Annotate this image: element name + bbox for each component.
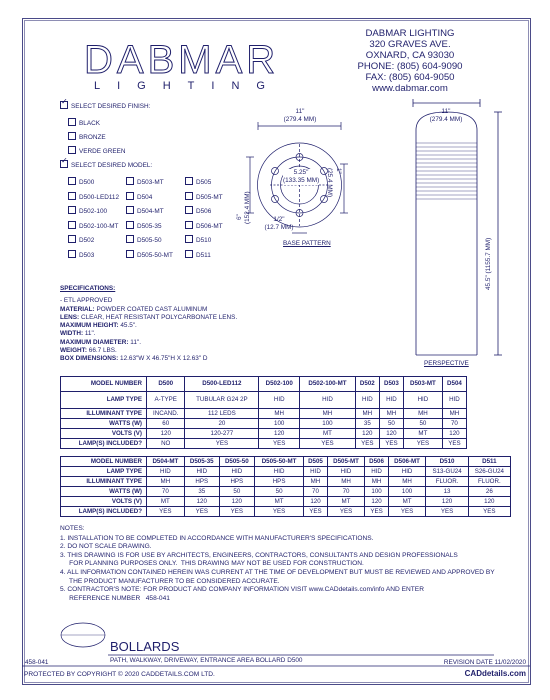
table-cell: HID — [388, 467, 426, 477]
note-line: 4. ALL INFORMATION CONTAINED HEREIN WAS CURRENT AT THE TIME OF DEVELOPMENT BUT MUST BE REVIEWED AND APPROVED BY — [60, 568, 495, 576]
table-cell: MT — [403, 429, 442, 439]
table-cell: FLUOR. — [468, 477, 510, 487]
model-option[interactable]: D502 — [68, 234, 119, 249]
model-column-3 — [185, 176, 223, 264]
table-row — [61, 477, 511, 487]
table-cell: 70 — [304, 487, 327, 497]
checkbox-icon[interactable] — [68, 206, 76, 214]
table-cell: MT — [388, 497, 426, 507]
table-cell: 120 — [147, 429, 185, 439]
checkbox-icon[interactable] — [68, 132, 76, 140]
finish-option-bronze[interactable]: BRONZE — [68, 132, 106, 142]
model-option[interactable]: D505-50-MT — [126, 249, 173, 264]
table-cell: ILLUMINANT TYPE — [61, 477, 147, 487]
finish-heading: ✓ SELECT DESIRED FINISH: — [61, 97, 151, 110]
table-cell: 20 — [185, 419, 259, 429]
model-option[interactable]: D505-35 — [126, 220, 173, 235]
company-name: DABMAR LIGHTING — [365, 28, 455, 39]
perspective-caption: PERSPECTIVE — [424, 360, 469, 367]
table-row — [61, 439, 467, 449]
checkbox-icon[interactable] — [185, 177, 193, 185]
table-cell: MH — [355, 409, 379, 419]
table-cell: MT — [147, 497, 185, 507]
table-cell: D505-MT — [327, 457, 365, 467]
table-cell: MODEL NUMBER — [61, 457, 147, 467]
table-header-row — [61, 457, 511, 467]
table-cell: D511 — [468, 457, 510, 467]
model-option[interactable]: D506-MT — [185, 220, 223, 235]
model-option[interactable]: D505 — [185, 176, 223, 191]
table-cell: 70 — [442, 419, 466, 429]
base-side-label: 1" — [335, 168, 342, 174]
revision-date: REVISION DATE 11/02/2020 — [443, 659, 526, 666]
table-row — [61, 429, 467, 439]
table-cell: HID — [442, 392, 466, 409]
model-option[interactable]: D502-100 — [68, 205, 119, 220]
table-cell: 120 — [442, 429, 466, 439]
table-cell: HID — [254, 467, 303, 477]
table-cell: D500-LED112 — [185, 377, 259, 392]
checkbox-icon[interactable] — [68, 146, 76, 154]
note-line: 5. CONTRACTOR'S NOTE: FOR PRODUCT AND COMPANY INFORMATION VISIT www.CADdetails.com/info AND ENTER — [60, 586, 424, 594]
checkbox-icon[interactable] — [185, 192, 193, 200]
model-option[interactable]: D503 — [68, 249, 119, 264]
checkbox-icon[interactable] — [185, 250, 193, 258]
model-option[interactable]: D500-LED112 — [68, 191, 119, 206]
table-cell: LAMP(S) INCLUDED? — [61, 439, 147, 449]
table-cell: D503 — [379, 377, 403, 392]
table-cell: YES — [403, 439, 442, 449]
table-cell: HPS — [254, 477, 303, 487]
spec-line: WIDTH: 11". — [60, 330, 96, 338]
table-cell: D505-50 — [219, 457, 254, 467]
checkbox-icon[interactable] — [126, 235, 134, 243]
table-cell: D505-50-MT — [254, 457, 303, 467]
table-cell: HID — [184, 467, 219, 477]
table-cell: YES — [300, 439, 356, 449]
model-option[interactable]: D503-MT — [126, 176, 173, 191]
table-cell: 100 — [300, 419, 356, 429]
table-cell: LAMP TYPE — [61, 392, 147, 409]
table-cell: HID — [219, 467, 254, 477]
table-cell: YES — [147, 507, 185, 517]
table-cell: 60 — [147, 419, 185, 429]
base-pattern-caption: BASE PATTERN — [283, 240, 331, 247]
table-cell: 50 — [403, 419, 442, 429]
spec-line: - ETL APPROVED — [60, 297, 113, 305]
table-cell: ILLUMINANT TYPE — [61, 409, 147, 419]
base-height-label: 6" — [236, 214, 243, 220]
table-cell: 50 — [379, 419, 403, 429]
table-cell: HID — [379, 392, 403, 409]
copyright-text: PROTECTED BY COPYRIGHT © 2020 CADDETAILS.COM LTD. — [24, 671, 215, 678]
logo-subtext: LIGHTING — [94, 80, 282, 92]
table-cell: MH — [365, 477, 388, 487]
table-cell: VOLTS (V) — [61, 429, 147, 439]
specifications — [60, 285, 237, 364]
base-side-mm-label: (25.4 MM) — [326, 168, 333, 198]
table-cell: D505 — [304, 457, 327, 467]
table-cell: S26-GU24 — [468, 467, 510, 477]
table-cell: D504 — [442, 377, 466, 392]
table-row — [61, 419, 467, 429]
table-cell: 120 — [219, 497, 254, 507]
table-cell: MT — [254, 497, 303, 507]
company-fax: FAX: (805) 604-9050 — [365, 72, 455, 83]
table-cell: MH — [403, 409, 442, 419]
base-width-label: 11" (279.4 MM) — [283, 108, 317, 123]
table-cell: 100 — [388, 487, 426, 497]
model-option[interactable]: D506 — [185, 205, 223, 220]
table-cell: 120 — [426, 497, 468, 507]
spec-table-1 — [60, 376, 467, 449]
table-cell: 100 — [259, 419, 300, 429]
note-line: 2. DO NOT SCALE DRAWING. — [60, 543, 152, 551]
table-cell: 50 — [219, 487, 254, 497]
table-cell: YES — [426, 507, 468, 517]
table-cell: HPS — [184, 477, 219, 487]
table-cell: VOLTS (V) — [61, 497, 147, 507]
table-cell: D500 — [147, 377, 185, 392]
model-column-2 — [126, 176, 173, 264]
spec-line: LENS: CLEAR, HEAT RESISTANT POLYCARBONATE LENS. — [60, 313, 238, 321]
spec-line: MATERIAL: POWDER COATED CAST ALUMINUM — [60, 305, 208, 313]
table-cell: MH — [304, 477, 327, 487]
table-cell: 70 — [147, 487, 185, 497]
caddetails-link[interactable]: CADdetails.com — [464, 669, 526, 678]
table-cell: 70 — [327, 487, 365, 497]
table-cell: YES — [304, 507, 327, 517]
checkbox-icon[interactable] — [185, 221, 193, 229]
table-cell: INCAND. — [147, 409, 185, 419]
table-cell: MH — [259, 409, 300, 419]
company-address2: OXNARD, CA 93030 — [365, 50, 455, 61]
drawing-title: BOLLARDS — [110, 639, 180, 654]
note-line: THE PRODUCT MANUFACTURER TO BE CONSIDERED ACCURATE. — [60, 577, 280, 585]
checkbox-icon[interactable] — [126, 250, 134, 258]
table-row — [61, 507, 511, 517]
table-cell: D504-MT — [147, 457, 185, 467]
table-cell: YES — [185, 439, 259, 449]
note-line: FOR PLANNING PURPOSES ONLY. THIS DRAWING MAY NOT BE USED FOR CONSTRUCTION. — [60, 560, 364, 568]
table-cell: 112 LEDS — [185, 409, 259, 419]
table-cell: YES — [355, 439, 379, 449]
table-cell: MH — [327, 477, 365, 487]
drawing-reference: 458-041 — [25, 659, 49, 666]
table-row — [61, 409, 467, 419]
table-cell: 120 — [184, 497, 219, 507]
model-option[interactable]: D502-100-MT — [68, 220, 119, 235]
model-option[interactable]: D504-MT — [126, 205, 173, 220]
table-cell: YES — [327, 507, 365, 517]
model-heading: ✓ SELECT DESIRED MODEL: — [61, 156, 153, 169]
table-cell: MT — [300, 429, 356, 439]
table-cell: 120 — [304, 497, 327, 507]
table-cell: 13 — [426, 487, 468, 497]
spec-line: MAXIMUM HEIGHT: 45.5". — [60, 322, 137, 330]
checkbox-icon[interactable] — [68, 235, 76, 243]
table-cell: S13-GU24 — [426, 467, 468, 477]
checkbox-icon[interactable] — [126, 221, 134, 229]
table-cell: TUBULAR G24 2P — [185, 392, 259, 409]
table-cell: D503-MT — [403, 377, 442, 392]
table-cell: D502 — [355, 377, 379, 392]
table-row — [61, 467, 511, 477]
model-option[interactable]: D505-MT — [185, 191, 223, 206]
table-cell: YES — [379, 439, 403, 449]
table-cell: YES — [468, 507, 510, 517]
model-option[interactable]: D510 — [185, 234, 223, 249]
company-info — [330, 28, 490, 94]
table-cell: HPS — [219, 477, 254, 487]
checkbox-icon[interactable] — [126, 192, 134, 200]
table-cell: HID — [300, 392, 356, 409]
company-website: www.dabmar.com — [372, 83, 448, 94]
table-cell: 120 — [468, 497, 510, 507]
checkbox-icon[interactable] — [68, 192, 76, 200]
note-line: 1. INSTALLATION TO BE COMPLETED IN ACCORDANCE WITH MANUFACTURER'S SPECIFICATIONS. — [60, 534, 374, 542]
table-cell: D502-100-MT — [300, 377, 356, 392]
table-cell: HID — [365, 467, 388, 477]
table-cell: YES — [219, 507, 254, 517]
table-cell: FLUOR. — [426, 477, 468, 487]
table-cell: MH — [147, 477, 185, 487]
table-cell: 120 — [259, 429, 300, 439]
table-cell: HID — [259, 392, 300, 409]
spec-line: WEIGHT: 66.7 LBS. — [60, 347, 117, 355]
table-cell: YES — [365, 507, 388, 517]
perspective-height-label: 45.5" (1155.7 MM) — [485, 237, 492, 290]
finish-option-black[interactable]: BLACK — [68, 118, 100, 128]
notes — [60, 525, 495, 603]
checkbox-icon[interactable] — [68, 177, 76, 185]
table-cell: YES — [259, 439, 300, 449]
model-option[interactable]: D504 — [126, 191, 173, 206]
spec-table-2 — [60, 456, 511, 517]
checkbox-icon[interactable] — [68, 221, 76, 229]
model-option[interactable]: D511 — [185, 249, 223, 264]
table-cell: MT — [327, 497, 365, 507]
checkbox-icon[interactable] — [185, 206, 193, 214]
table-cell: 120 — [379, 429, 403, 439]
table-cell: 50 — [254, 487, 303, 497]
note-line: 3. THIS DRAWING IS FOR USE BY ARCHITECTS, ENGINEERS, CONTRACTORS, CONSULTANTS AND DESIGN PROFESSIONALS — [60, 551, 458, 559]
table-cell: 120 — [355, 429, 379, 439]
table-cell: HID — [327, 467, 365, 477]
table-row — [61, 392, 467, 409]
table-cell: HID — [355, 392, 379, 409]
table-row — [61, 487, 511, 497]
table-cell: 35 — [355, 419, 379, 429]
table-cell: YES — [442, 439, 466, 449]
table-cell: D502-100 — [259, 377, 300, 392]
checkbox-icon[interactable] — [126, 177, 134, 185]
table-cell: HID — [304, 467, 327, 477]
base-hole-label: 1/2" (12.7 MM) — [264, 216, 294, 231]
table-row — [61, 497, 511, 507]
model-column-1 — [68, 176, 119, 264]
table-cell: WATTS (W) — [61, 487, 147, 497]
table-cell: MODEL NUMBER — [61, 377, 147, 392]
table-cell: YES — [254, 507, 303, 517]
finish-heading-checkbox[interactable]: ✓ — [60, 101, 68, 109]
table-header-row — [61, 377, 467, 392]
table-cell: MH — [388, 477, 426, 487]
table-cell: 120 — [365, 497, 388, 507]
table-cell: WATTS (W) — [61, 419, 147, 429]
perspective-width-label: 11" (279.4 MM) — [429, 108, 463, 123]
table-cell: 35 — [184, 487, 219, 497]
table-cell: YES — [388, 507, 426, 517]
table-cell: HID — [403, 392, 442, 409]
drawing-subtitle: PATH, WALKWAY, DRIVEWAY, ENTRANCE AREA BOLLARD D500 — [110, 657, 303, 664]
dabmar-logo — [84, 38, 282, 92]
checkbox-icon[interactable] — [68, 118, 76, 126]
spec-line: BOX DIMENSIONS: 12.63"W X 46.75"H X 12.63" D — [60, 355, 208, 363]
table-cell: 120-277 — [185, 429, 259, 439]
table-cell: D510 — [426, 457, 468, 467]
table-cell: 100 — [365, 487, 388, 497]
model-option[interactable]: D500 — [68, 176, 119, 191]
table-cell: LAMP(S) INCLUDED? — [61, 507, 147, 517]
table-cell: A-TYPE — [147, 392, 185, 409]
checkbox-icon[interactable] — [68, 250, 76, 258]
model-heading-checkbox[interactable]: ✓ — [60, 160, 68, 168]
note-line: REFERENCE NUMBER 458-041 — [60, 594, 170, 602]
finish-option-verde-green[interactable]: VERDE GREEN — [68, 146, 126, 156]
base-circle-label: 5.25" (133.35 MM) — [283, 169, 320, 184]
base-height-mm-label: (152.4 MM) — [244, 191, 251, 224]
checkbox-icon[interactable] — [126, 206, 134, 214]
table-cell: 26 — [468, 487, 510, 497]
specifications-heading: SPECIFICATIONS: — [60, 285, 116, 292]
perspective-drawing — [413, 99, 502, 355]
checkbox-icon[interactable] — [185, 235, 193, 243]
company-phone: PHONE: (805) 604-9090 — [357, 61, 463, 72]
table-cell: LAMP TYPE — [61, 467, 147, 477]
model-option[interactable]: D505-50 — [126, 234, 173, 249]
table-cell: D506 — [365, 457, 388, 467]
notes-heading: NOTES: — [60, 525, 85, 532]
company-address1: 320 GRAVES AVE. — [369, 39, 451, 50]
logo-text: DABMAR — [84, 38, 280, 82]
table-cell: MH — [442, 409, 466, 419]
table-cell: D505-35 — [184, 457, 219, 467]
table-cell: NO — [147, 439, 185, 449]
table-cell: MH — [379, 409, 403, 419]
table-cell: D506-MT — [388, 457, 426, 467]
spec-line: MAXIMUM DIAMETER: 11". — [60, 338, 141, 346]
table-cell: HID — [147, 467, 185, 477]
table-cell: MH — [300, 409, 356, 419]
table-cell: YES — [184, 507, 219, 517]
